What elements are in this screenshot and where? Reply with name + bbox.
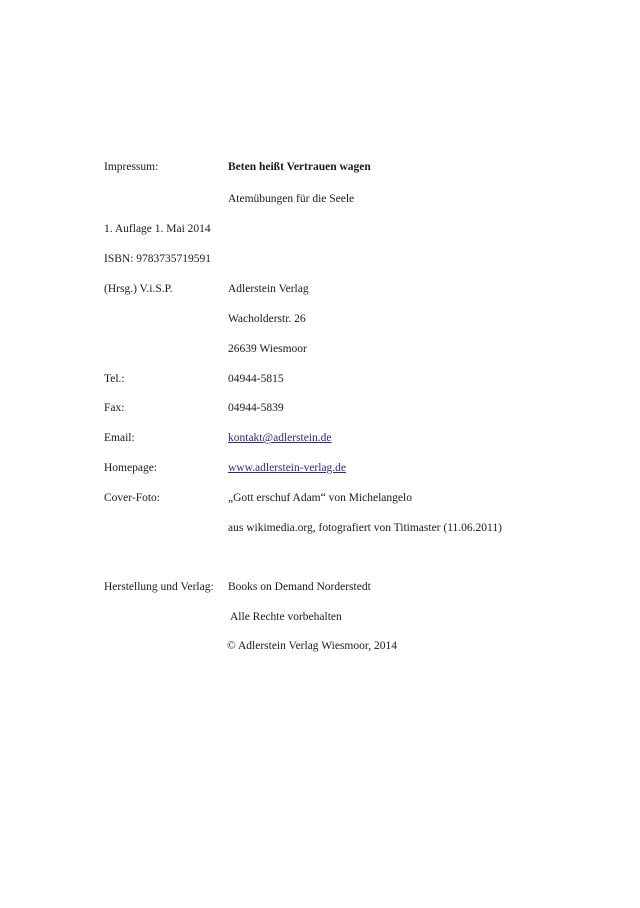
production-value: Books on Demand Norderstedt	[228, 581, 371, 593]
publisher-street: Wacholderstr. 26	[228, 313, 306, 325]
book-title: Beten heißt Vertrauen wagen	[228, 161, 371, 173]
cover-line-1: „Gott erschuf Adam“ von Michelangelo	[228, 492, 412, 504]
publisher-label: (Hrsg.) V.i.S.P.	[104, 283, 173, 295]
cover-label: Cover-Foto:	[104, 492, 160, 504]
publisher-city: 26639 Wiesmoor	[228, 343, 307, 355]
homepage-label: Homepage:	[104, 462, 158, 474]
fax-value: 04944-5839	[228, 402, 284, 414]
publisher-name: Adlerstein Verlag	[228, 283, 309, 295]
isbn-text: ISBN: 9783735719591	[104, 253, 212, 265]
cover-line-2: aus wikimedia.org, fotografiert von Titimaster (11.06.2011)	[228, 522, 502, 534]
email-label: Email:	[104, 432, 135, 444]
impressum-label: Impressum:	[104, 161, 159, 173]
edition-text: 1. Auflage 1. Mai 2014	[104, 223, 211, 235]
tel-value: 04944-5815	[228, 373, 284, 385]
tel-label: Tel.:	[104, 373, 125, 385]
copyright-text: © Adlerstein Verlag Wiesmoor, 2014	[227, 640, 397, 652]
rights-text: Alle Rechte vorbehalten	[230, 611, 342, 623]
production-label: Herstellung und Verlag:	[104, 581, 214, 593]
email-link[interactable]: kontakt@adlerstein.de	[228, 432, 332, 444]
book-subtitle: Atemübungen für die Seele	[228, 193, 355, 205]
fax-label: Fax:	[104, 402, 125, 414]
homepage-link[interactable]: www.adlerstein-verlag.de	[228, 462, 347, 474]
